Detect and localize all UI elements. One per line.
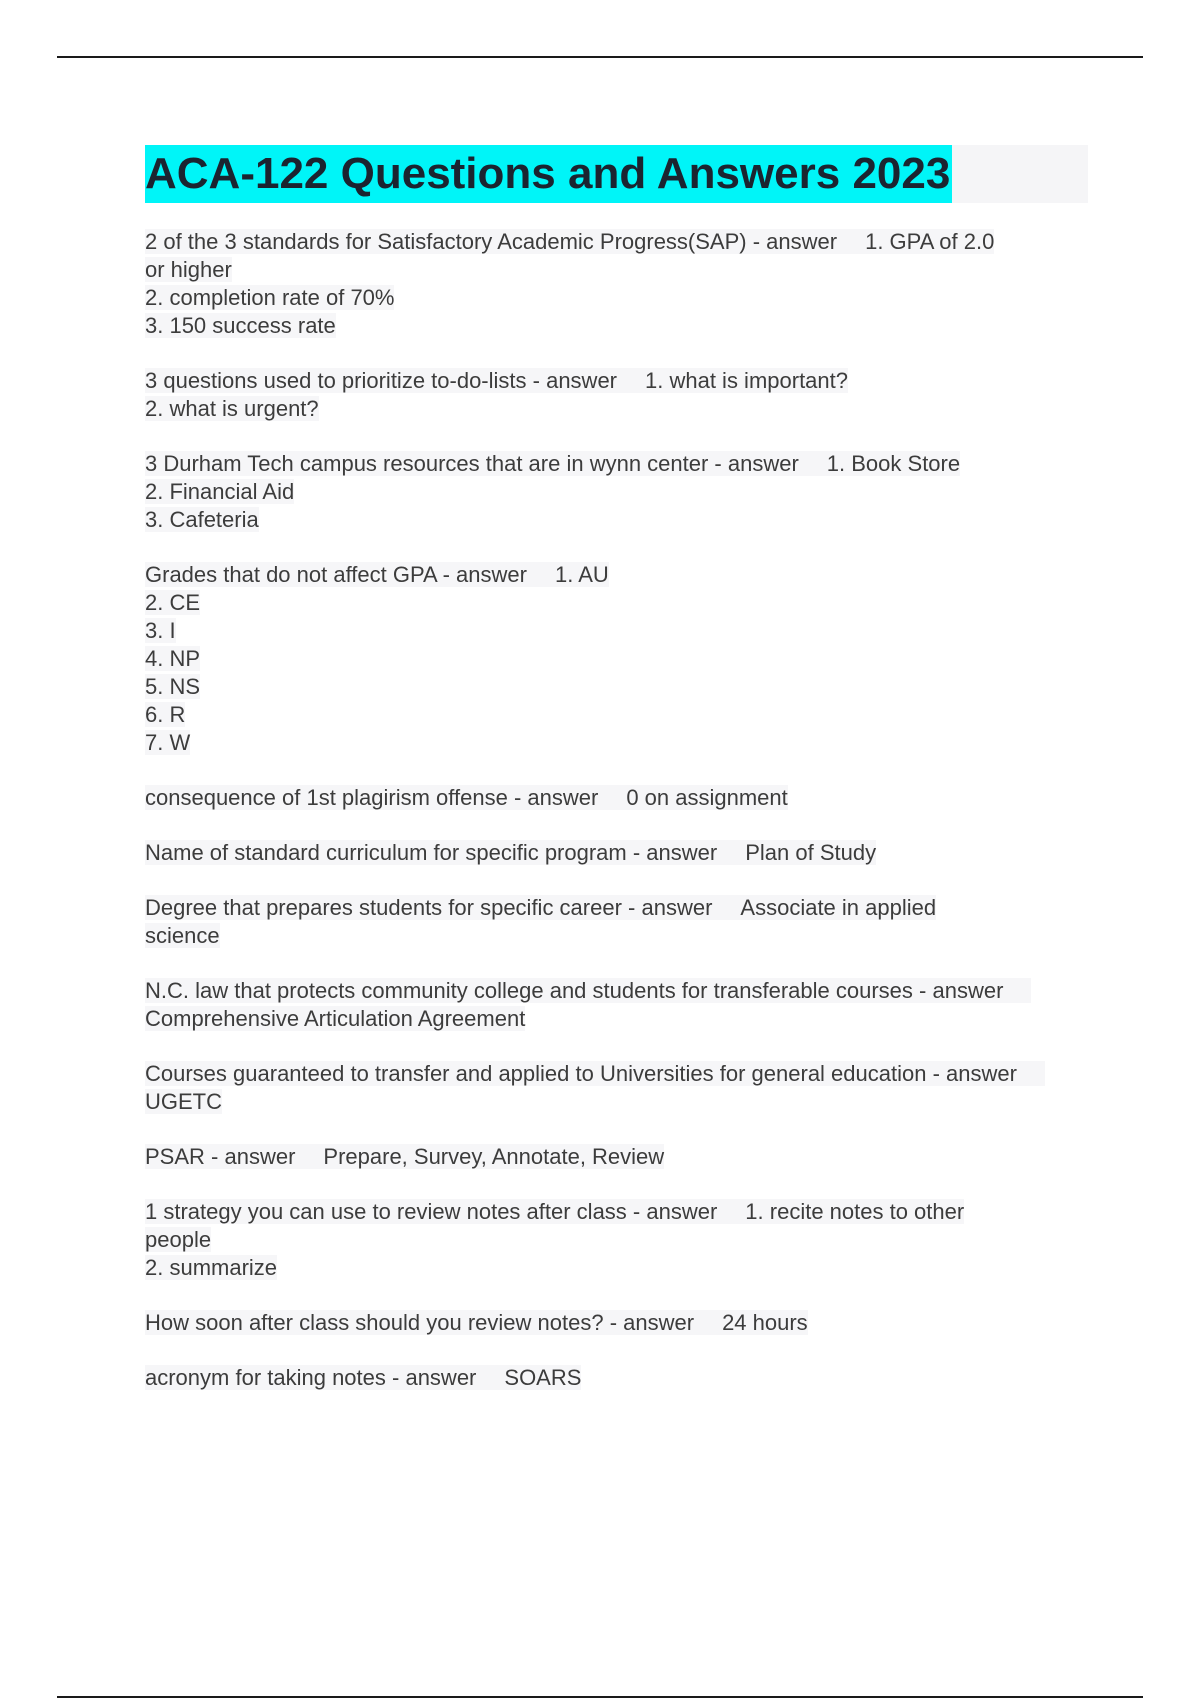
answer-text: Prepare, Survey, Annotate, Review xyxy=(323,1144,665,1169)
title-band xyxy=(145,145,1088,203)
answer-text: Comprehensive Articulation Agreement xyxy=(145,1006,526,1031)
answer-marker: - answer xyxy=(385,1365,477,1390)
answer-text: 0 on assignment xyxy=(626,785,788,810)
question-text: How soon after class should you review notes? xyxy=(145,1310,604,1335)
question-text: 1 strategy you can use to review notes after class xyxy=(145,1199,627,1224)
question-text: Degree that prepares students for specific career xyxy=(145,895,622,920)
answer-text: 1. AU 2. CE 3. I 4. NP 5. NS 6. R 7. W xyxy=(145,562,609,755)
question-text: 3 Durham Tech campus resources that are in wynn center xyxy=(145,451,709,476)
qa-item xyxy=(145,367,1085,423)
qa-item xyxy=(145,784,1085,812)
answer-text: Associate in applied science xyxy=(145,895,937,948)
question-text: acronym for taking notes xyxy=(145,1365,386,1390)
qa-list xyxy=(145,228,1085,1419)
answer-marker: - answer xyxy=(507,785,599,810)
answer-marker: - answer xyxy=(621,895,713,920)
qa-item xyxy=(145,228,1085,340)
answer-marker: - answer xyxy=(746,229,838,254)
answer-text: 1. Book Store 2. Financial Aid 3. Cafeteria xyxy=(145,451,961,532)
top-rule xyxy=(57,56,1143,58)
answer-text: 24 hours xyxy=(722,1310,808,1335)
answer-marker: - answer xyxy=(626,840,718,865)
answer-text: 1. recite notes to other people 2. summarize xyxy=(145,1199,965,1280)
qa-item xyxy=(145,1060,1085,1116)
question-text: PSAR xyxy=(145,1144,205,1169)
qa-item xyxy=(145,1143,1085,1171)
answer-marker: - answer xyxy=(708,451,799,476)
answer-marker: - answer xyxy=(926,1061,1017,1086)
answer-marker: - answer xyxy=(912,978,1004,1003)
answer-marker: - answer xyxy=(626,1199,718,1224)
qa-item xyxy=(145,894,1085,950)
question-text: Name of standard curriculum for specific program xyxy=(145,840,627,865)
qa-item xyxy=(145,1309,1085,1337)
answer-marker: - answer xyxy=(436,562,527,587)
answer-text: UGETC xyxy=(145,1089,222,1114)
question-text: 2 of the 3 standards for Satisfactory Academic Progress(SAP) xyxy=(145,229,747,254)
qa-item xyxy=(145,1198,1085,1282)
answer-text: 1. what is important? 2. what is urgent? xyxy=(145,368,848,421)
answer-text: Plan of Study xyxy=(745,840,877,865)
qa-item xyxy=(145,561,1085,757)
document-title: ACA-122 Questions and Answers 2023 xyxy=(145,145,952,203)
question-text: Grades that do not affect GPA xyxy=(145,562,437,587)
answer-marker: - answer xyxy=(526,368,618,393)
question-text: N.C. law that protects community college and students for transferable courses xyxy=(145,978,913,1003)
bottom-rule xyxy=(57,1696,1143,1698)
qa-item xyxy=(145,977,1085,1033)
qa-item xyxy=(145,839,1085,867)
answer-marker: - answer xyxy=(204,1144,296,1169)
qa-item xyxy=(145,450,1085,534)
question-text: Courses guaranteed to transfer and applied to Universities for general education xyxy=(145,1061,927,1086)
answer-marker: - answer xyxy=(603,1310,695,1335)
qa-item xyxy=(145,1364,1085,1392)
question-text: consequence of 1st plagirism offense xyxy=(145,785,508,810)
answer-text: 1. GPA of 2.0 or higher 2. completion rate of 70% 3. 150 success rate xyxy=(145,229,995,338)
question-text: 3 questions used to prioritize to-do-lists xyxy=(145,368,527,393)
answer-text: SOARS xyxy=(504,1365,582,1390)
